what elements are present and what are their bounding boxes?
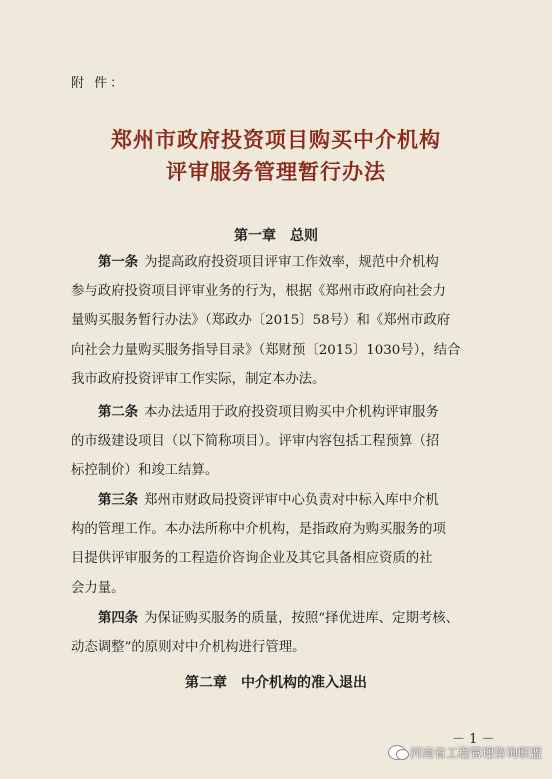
- article-4-line-2: 动态调整”的原则对中介机构进行管理。: [71, 640, 306, 656]
- article-1-line-5: 我市政府投资评审工作实际，制定本办法。: [71, 371, 326, 387]
- chapter-1-heading: 第一章 总则: [234, 228, 318, 244]
- watermark-text: 河南省工程管理咨询联盟: [409, 746, 542, 760]
- article-1-text-1: 为提高政府投资项目评审工作效率，规范中介机构: [144, 255, 439, 270]
- article-4-label: 第四条: [98, 611, 139, 626]
- article-3-line-4: 会力量。: [71, 580, 125, 596]
- source-watermark: [388, 744, 542, 761]
- article-1-line-1: [71, 248, 491, 277]
- document-title-line-2: 评审服务管理暂行办法: [166, 159, 386, 184]
- article-4: [71, 604, 491, 662]
- attachment-label: 附 件：: [71, 76, 127, 91]
- article-2: [71, 398, 491, 486]
- article-2-line-1: [71, 398, 491, 427]
- wechat-icon: [388, 745, 406, 760]
- article-3-line-3: 目提供评审服务的工程造价咨询企业及其它具备相应资质的社: [71, 551, 433, 567]
- chapter-2-heading: 第二章 中介机构的准入退出: [185, 675, 367, 691]
- article-4-text-1: 为保证购买服务的质量，按照“择优进库、定期考核、: [144, 611, 460, 626]
- article-3: [71, 486, 491, 603]
- article-3-label: 第三条: [98, 493, 139, 508]
- article-1-label: 第一条: [98, 255, 139, 270]
- article-1: [71, 248, 491, 394]
- document-title-line-1: 郑州市政府投资项目购买中介机构: [111, 127, 441, 152]
- article-1-line-2: 参与政府投资项目评审业务的行为，根据《郑州市政府向社会力: [71, 284, 446, 300]
- article-2-line-2: 的市级建设项目（以下简称项目）。评审内容包括工程预算（招: [71, 434, 440, 450]
- article-3-line-1: [71, 486, 491, 515]
- article-4-line-1: [71, 604, 491, 633]
- article-2-line-3: 标控制价）和竣工结算。: [71, 463, 219, 479]
- article-2-text-1: 本办法适用于政府投资项目购买中介机构评审服务: [144, 405, 439, 420]
- article-1-line-3: 量购买服务暂行办法》（郑政办〔2015〕58号）和《郑州市政府: [71, 313, 451, 329]
- article-2-label: 第二条: [98, 405, 139, 420]
- article-3-line-2: 构的管理工作。本办法所称中介机构，是指政府为购买服务的项: [71, 522, 446, 538]
- article-3-text-1: 郑州市财政局投资评审中心负责对中标入库中介机: [144, 493, 439, 508]
- article-1-line-4: 向社会力量购买服务指导目录》（郑财预〔2015〕1030号），结合: [71, 342, 461, 358]
- page-number: － 1 －: [452, 732, 495, 747]
